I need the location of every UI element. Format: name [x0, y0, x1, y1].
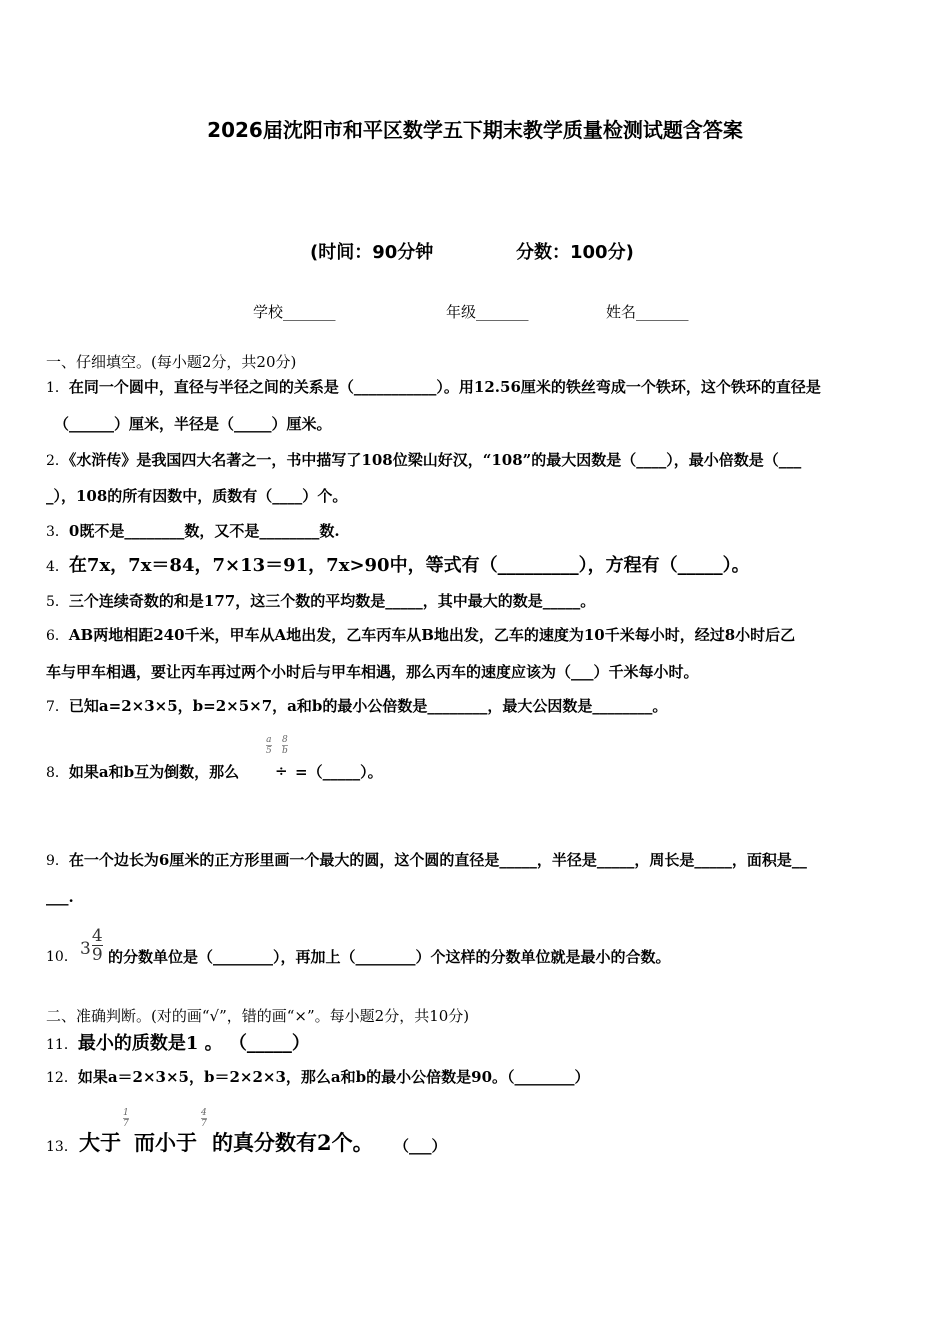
mixed-whole: 3 [80, 938, 91, 959]
question-text: 《水浒传》是我国四大名著之一，书中描写了108位梁山好汉，“108”的最大因数是（____），最小倍数是（___ [68, 451, 802, 469]
question-5 [46, 590, 595, 611]
division-sign: ÷ [275, 762, 288, 780]
fraction-numerator: 4 [91, 926, 103, 946]
question-1-line2: （______）厘米，半径是（_____）厘米。 [54, 415, 332, 433]
fraction-denominator: 7 [123, 1119, 129, 1129]
question-9-line2: ___. [46, 888, 74, 906]
fraction-denominator: 5 [266, 746, 272, 756]
fraction-denominator: 9 [91, 945, 103, 965]
question-text: 0既不是________数，又不是________数. [68, 522, 340, 540]
question-10-number [46, 946, 78, 966]
fraction-1-over-7 [123, 1108, 129, 1130]
question-10-text: 的分数单位是（________），再加上（________）个这样的分数单位就是最小的合数。 [108, 948, 671, 966]
question-text: 在一个边长为6厘米的正方形里画一个最大的圆，这个圆的直径是_____，半径是_____，周长是_____，面积是__ [68, 851, 807, 869]
question-text: AB两地相距240千米，甲车从A地出发，乙车丙车从B地出发，乙车的速度为10千米每小时，经过8小时后乙 [68, 626, 796, 644]
mixed-number [80, 927, 103, 964]
fraction-8-over-b [282, 735, 288, 757]
question-text: 三个连续奇数的和是177，这三个数的平均数是_____，其中最大的数是_____。 [68, 592, 596, 610]
section1-heading: 一、仔细填空。(每小题2分，共20分) [46, 353, 297, 371]
fraction-numerator: 8 [282, 735, 288, 745]
question-12 [46, 1066, 590, 1087]
question-number: 1． [46, 380, 69, 396]
fraction-numerator: 1 [123, 1108, 129, 1118]
fraction-numerator: a [266, 735, 272, 745]
fraction-numerator: 4 [201, 1108, 207, 1118]
fraction-denominator: b [282, 746, 288, 756]
question-text: 最小的质数是1 。 （_____） [77, 1033, 310, 1054]
question-6 [46, 624, 795, 645]
question-number: 9． [46, 853, 69, 869]
question-2 [46, 449, 801, 470]
question-11 [46, 1029, 310, 1055]
question-13-part3: 的真分数有2个。 [212, 1130, 374, 1155]
question-number: 4． [46, 559, 69, 575]
fraction-a-over-5 [266, 735, 272, 757]
question-number: 8． [46, 765, 69, 781]
question-2-line2: _），108的所有因数中，质数有（____）个。 [46, 487, 348, 505]
exam-score: 分数：100分) [516, 242, 634, 263]
question-13-blank: （___） [394, 1137, 447, 1155]
question-text: 在7x，7x＝84，7×13＝91，7x>90中，等式有（_________），方程有（_____）。 [68, 555, 750, 576]
school-field: 学校_______ [253, 303, 336, 321]
exam-time: (时间：90分钟 [310, 242, 434, 263]
question-number: 5． [46, 594, 69, 610]
fraction-denominator: 7 [201, 1119, 207, 1129]
page-title: 2026届沈阳市和平区数学五下期末教学质量检测试题含答案 [207, 118, 743, 142]
question-number: 7． [46, 699, 69, 715]
question-9 [46, 849, 807, 870]
question-number: 13． [46, 1139, 78, 1155]
question-number: 6． [46, 628, 69, 644]
question-text: 已知a=2×3×5，b=2×5×7，a和b的最小公倍数是________，最大公因数是________。 [68, 697, 668, 715]
question-8 [46, 761, 239, 782]
question-13-part1: 大于 [79, 1130, 121, 1155]
question-number: 2． [46, 453, 69, 469]
question-text: 在同一个圆中，直径与半径之间的关系是（___________）。用12.56厘米的铁丝弯成一个铁环，这个铁环的直径是 [68, 378, 821, 396]
fraction-4-over-7 [201, 1108, 207, 1130]
question-number: 10． [46, 949, 78, 965]
question-8-after: =（_____）。 [295, 763, 383, 781]
question-number: 3． [46, 524, 69, 540]
question-13-number [46, 1136, 78, 1156]
question-number: 12． [46, 1070, 78, 1086]
question-text: 如果a和b互为倒数，那么 [68, 763, 240, 781]
question-number: 11． [46, 1037, 78, 1053]
grade-field: 年级_______ [446, 303, 529, 321]
question-1 [46, 376, 821, 397]
question-7 [46, 695, 667, 716]
question-3 [46, 520, 340, 541]
question-text: 如果a＝2×3×5，b＝2×2×3，那么a和b的最小公倍数是90。（________） [77, 1068, 590, 1086]
section2-heading: 二、准确判断。(对的画“√”，错的画“×”。每小题2分，共10分) [46, 1007, 470, 1025]
question-4 [46, 551, 750, 577]
question-6-line2: 车与甲车相遇，要让丙车再过两个小时后与甲车相遇，那么丙车的速度应该为（___）千米每小时。 [46, 663, 699, 681]
question-13-part2: 而小于 [134, 1130, 197, 1155]
name-field: 姓名_______ [606, 303, 689, 321]
